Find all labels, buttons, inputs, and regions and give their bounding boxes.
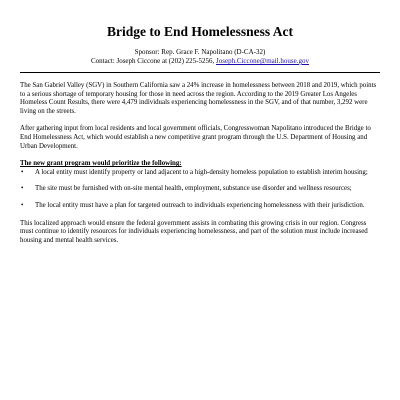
bullet-icon: • — [21, 201, 24, 209]
bullet-icon: • — [21, 168, 24, 176]
header-divider — [20, 72, 380, 73]
list-item — [20, 169, 380, 178]
bill-summary-paragraph: After gathering input from local residents and local government officials, Congresswoman Napolitano introduced the Bridge to End Homelessness Act, which would establish a new competitive grant program through the U.S. Department of Housing and Urban Development. — [20, 125, 371, 150]
list-item — [20, 202, 380, 211]
intro-paragraph: The San Gabriel Valley (SGV) in Southern California saw a 24% increase in homelessness between 2018 and 2019, which points to a serious shortage of temporary housing for those in need across the region. According to the 2019 Greater Los Angeles Homeless Count Results, there were 4,479 individuals experiencing homelessness in the SGV, and of that number, 3,292 were living on the streets. — [20, 82, 377, 115]
bullet-icon: • — [21, 185, 24, 193]
contact-email-link[interactable]: Joseph.Ciccone@mail.house.gov — [216, 57, 309, 65]
page-title: Bridge to End Homelessness Act — [106, 24, 293, 39]
document-page — [20, 0, 380, 245]
list-item-text: A local entity must identify property or land adjacent to a high-density homeless population to establish interim housing; — [35, 168, 368, 176]
priorities-list — [20, 169, 380, 211]
contact-line — [20, 57, 380, 66]
list-item-text: The local entity must have a plan for targeted outreach to individuals experiencing homelessness with their jurisdiction. — [35, 201, 365, 209]
list-item-text: The site must be furnished with on-site mental health, employment, substance use disorder and wellness resources; — [35, 185, 352, 193]
contact-text: Contact: Joseph Ciccone at (202) 225-5256, — [91, 57, 217, 65]
priorities-heading: The new grant program would prioritize the following: — [20, 160, 182, 168]
sponsor-line: Sponsor: Rep. Grace F. Napolitano (D-CA-32) — [134, 48, 266, 56]
list-item — [20, 185, 380, 194]
closing-paragraph: This localized approach would ensure the federal government assists in combating this growing crisis in our region. Congress must continue to identify resources for individuals experiencing homelessness, and part of the solution must include increased housing and mental health services. — [20, 219, 368, 244]
